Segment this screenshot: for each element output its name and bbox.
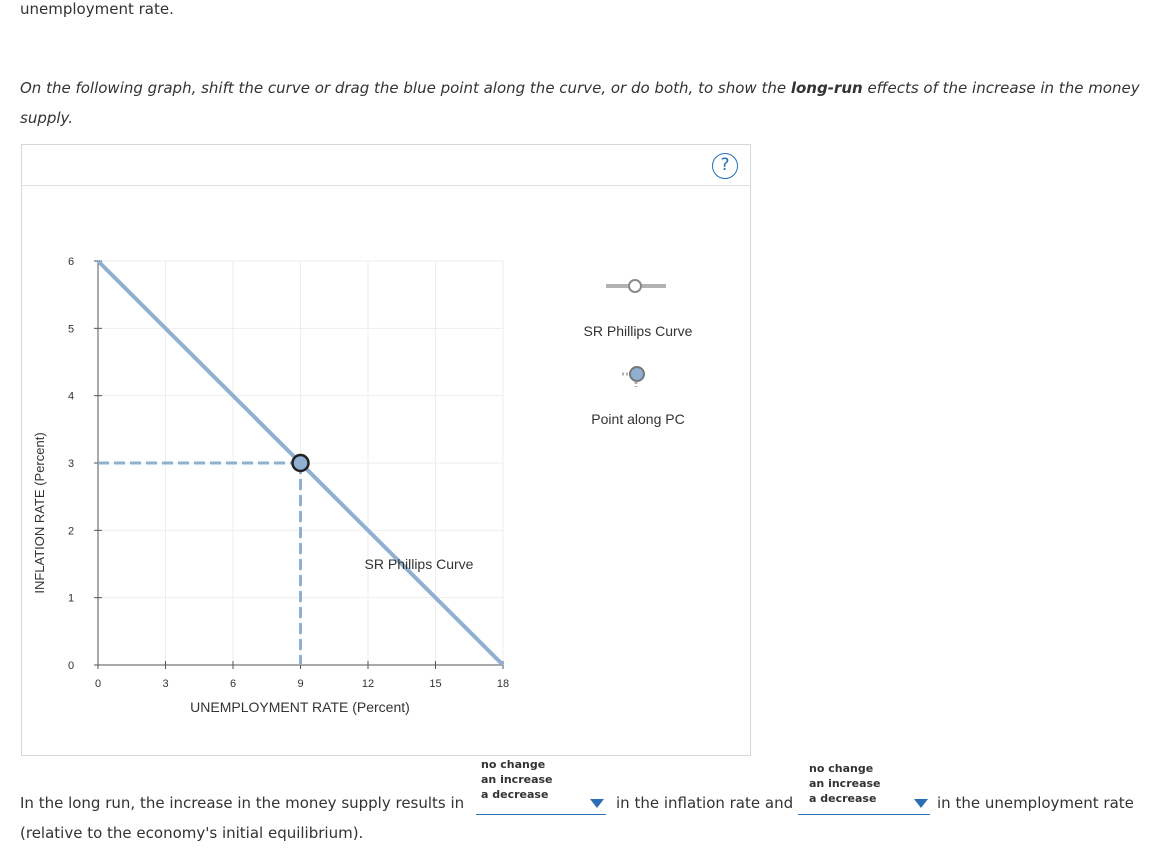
question-top-text: unemployment rate. [20, 0, 174, 18]
instruction-bold: long-run [790, 79, 863, 97]
y-axis-title: INFLATION RATE (Percent) [32, 432, 47, 594]
inflation-dropdown[interactable] [476, 790, 606, 815]
legend-point-tool[interactable] [630, 367, 644, 381]
dropdown1-option-increase[interactable]: an increase [481, 773, 553, 786]
legend-point-label: Point along PC [591, 411, 685, 427]
equilibrium-point[interactable] [293, 455, 309, 471]
instruction-post: effects of the increase in the money supply. [20, 79, 1140, 127]
phillips-chart [22, 145, 752, 757]
unemployment-dropdown[interactable] [798, 790, 930, 815]
instruction-pre: On the following graph, shift the curve or drag the blue point along the curve, or do both, to show the [20, 79, 791, 97]
x-tick-label: 3 [162, 678, 169, 690]
y-tick-label: 3 [67, 458, 75, 470]
legend-curve-label: SR Phillips Curve [583, 323, 693, 339]
help-button[interactable]: ? [712, 153, 738, 179]
x-tick-label: 12 [361, 678, 375, 690]
legend-layer [584, 280, 693, 427]
chevron-down-icon [914, 799, 928, 808]
answer-text-part2: in the inflation rate and [616, 794, 794, 812]
y-tick-label: 0 [67, 660, 75, 672]
dropdown2-option-increase[interactable]: an increase [809, 777, 881, 790]
y-tick-label: 4 [67, 390, 75, 403]
graph-panel [21, 144, 751, 756]
x-axis-title: UNEMPLOYMENT RATE (Percent) [190, 699, 410, 715]
graph-instruction [20, 73, 1155, 133]
x-tick-label: 0 [94, 678, 102, 690]
x-tick-label: 15 [429, 678, 442, 690]
y-tick-label: 2 [67, 525, 75, 538]
answer-text-part1: In the long run, the increase in the money supply results in [20, 794, 465, 812]
y-tick-label: 5 [67, 323, 75, 336]
x-tick-label: 6 [229, 678, 237, 690]
dropdown2-option-no-change[interactable]: no change [809, 762, 874, 775]
answer-text-part4: (relative to the economy's initial equilibrium). [20, 824, 364, 842]
legend-curve-tool-handle[interactable] [629, 280, 641, 292]
x-tick-label: 18 [496, 678, 510, 690]
chevron-down-icon [590, 799, 604, 808]
dropdown1-option-no-change[interactable]: no change [481, 758, 546, 771]
axis-layer [32, 256, 509, 715]
dropdown1-option-decrease[interactable]: a decrease [481, 788, 549, 801]
answer-text-part3: in the unemployment rate [937, 794, 1134, 812]
dropdown2-option-decrease[interactable]: a decrease [809, 792, 877, 805]
y-tick-label: 6 [67, 256, 75, 268]
curve-label: SR Phillips Curve [364, 556, 474, 572]
y-tick-label: 1 [67, 592, 75, 605]
x-tick-label: 9 [297, 678, 304, 690]
